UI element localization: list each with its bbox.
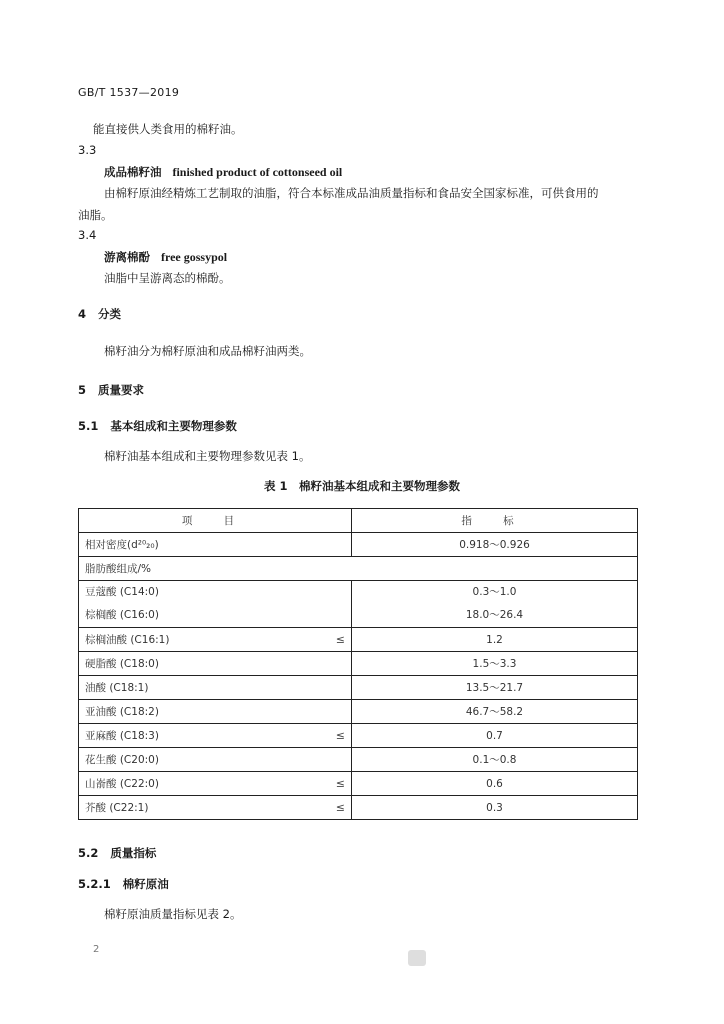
- row-label: 花生酸 (C20:0): [79, 748, 352, 772]
- section-5-1-text: 棉籽油基本组成和主要物理参数见表 1。: [104, 449, 311, 463]
- term-cn: 成品棉籽油: [104, 165, 162, 179]
- continuation-text: 能直接供人类食用的棉籽油。: [93, 122, 243, 136]
- column-header-item: 项 目: [79, 509, 352, 533]
- fatty-acid-group-label: 脂肪酸组成/%: [79, 557, 638, 581]
- section-5-1-heading: 5.1 基本组成和主要物理参数: [78, 419, 237, 433]
- table-cell-labels: [79, 581, 352, 628]
- table-row: [79, 724, 638, 748]
- scan-mark: [408, 950, 426, 966]
- table-row: [79, 581, 638, 628]
- table-1: [78, 508, 638, 820]
- row-value: 0.7: [352, 724, 638, 748]
- section-5-2-heading: 5.2 质量指标: [78, 846, 157, 860]
- section-5-2-1-text: 棉籽原油质量指标见表 2。: [104, 907, 242, 921]
- section-4-text: 棉籽油分为棉籽原油和成品棉籽油两类。: [104, 344, 311, 358]
- leq-symbol: ≤: [335, 633, 345, 646]
- clause-3-4-number: 3.4: [78, 228, 97, 242]
- density-label: 相对密度(d²⁰₂₀): [79, 533, 352, 557]
- table-row: [79, 652, 638, 676]
- table-row: [79, 700, 638, 724]
- row-label: 油酸 (C18:1): [79, 676, 352, 700]
- table-row: [79, 628, 638, 652]
- table-row: [79, 676, 638, 700]
- standard-code-header: GB/T 1537—2019: [78, 86, 180, 99]
- row-value: 0.1～0.8: [352, 748, 638, 772]
- row-label: 棕榈油酸 (C16:1): [85, 634, 170, 646]
- table-1-caption: 表 1 棉籽油基本组成和主要物理参数: [263, 479, 460, 493]
- term-en: finished product of cottonseed oil: [172, 165, 343, 179]
- clause-3-3-definition-line2: 油脂。: [78, 208, 113, 222]
- row-label: 豆蔻酸 (C14:0): [85, 586, 159, 598]
- term-en: free gossypol: [160, 250, 228, 264]
- row-label: 亚油酸 (C18:2): [79, 700, 352, 724]
- page-number: 2: [93, 944, 100, 955]
- row-value: 13.5～21.7: [352, 676, 638, 700]
- row-value: 0.6: [352, 772, 638, 796]
- row-value: 46.7～58.2: [352, 700, 638, 724]
- table-header-row: [79, 509, 638, 533]
- table-cell-values: [352, 581, 638, 628]
- row-value: 0.3～1.0: [472, 586, 517, 598]
- row-value: 0.3: [352, 796, 638, 820]
- row-label: 亚麻酸 (C18:3): [85, 730, 159, 742]
- table-row: [79, 772, 638, 796]
- clause-3-3-term: [104, 164, 342, 180]
- row-label: 山嵛酸 (C22:0): [85, 778, 159, 790]
- row-value: 1.5～3.3: [352, 652, 638, 676]
- row-value: 18.0～26.4: [465, 609, 524, 621]
- row-label: 棕榈酸 (C16:0): [85, 609, 159, 621]
- leq-symbol: ≤: [335, 729, 345, 742]
- row-label: 硬脂酸 (C18:0): [79, 652, 352, 676]
- row-value: 1.2: [352, 628, 638, 652]
- section-5-2-1-heading: 5.2.1 棉籽原油: [78, 877, 169, 891]
- term-cn: 游离棉酚: [104, 250, 150, 264]
- clause-3-3-definition-line1: 由棉籽原油经精炼工艺制取的油脂，符合本标准成品油质量指标和食品安全国家标准，可供食用的: [104, 186, 599, 200]
- leq-symbol: ≤: [335, 801, 345, 814]
- clause-3-4-term: [104, 249, 227, 265]
- density-value: 0.918～0.926: [352, 533, 638, 557]
- section-4-heading: 4 分类: [78, 307, 122, 321]
- table-row: [79, 533, 638, 557]
- clause-3-3-number: 3.3: [78, 143, 97, 157]
- table-row: [79, 748, 638, 772]
- table-row: [79, 557, 638, 581]
- table-row: [79, 796, 638, 820]
- row-label: 芥酸 (C22:1): [85, 802, 149, 814]
- section-5-heading: 5 质量要求: [78, 383, 145, 397]
- clause-3-4-definition: 油脂中呈游离态的棉酚。: [104, 271, 231, 285]
- column-header-value: 指 标: [352, 509, 638, 533]
- leq-symbol: ≤: [335, 777, 345, 790]
